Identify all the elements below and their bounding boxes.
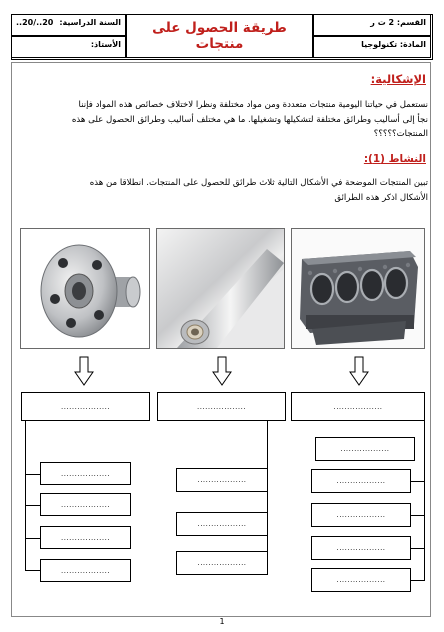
problem-text — [10, 98, 428, 142]
sub-box[interactable] — [176, 468, 268, 492]
sub-box[interactable] — [311, 536, 411, 560]
placeholder-text: .................. — [60, 566, 111, 575]
placeholder-text: .................. — [60, 402, 111, 411]
activity-title: النشاط (1): — [363, 153, 426, 165]
sub-box[interactable] — [40, 493, 131, 516]
connector-line — [424, 421, 425, 581]
sub-box[interactable] — [315, 437, 415, 461]
answer-box-right[interactable] — [291, 392, 425, 421]
flange-image — [20, 228, 150, 349]
teacher-label: الأستاذ: — [90, 40, 121, 49]
year-value: ..20/..20 — [16, 18, 54, 27]
connector-line — [267, 421, 268, 563]
answer-box-left[interactable] — [21, 392, 150, 421]
subject-label: المادة: تكنولوجيا — [361, 40, 426, 49]
sub-box[interactable] — [311, 469, 411, 493]
class-label: القسم: 2 ت ر — [370, 18, 426, 27]
sub-box[interactable] — [176, 512, 268, 536]
problem-title: الإشكالية: — [370, 72, 426, 86]
placeholder-text: .................. — [197, 520, 247, 528]
down-arrow-icon — [349, 356, 369, 386]
connector-line — [410, 580, 424, 581]
problem-line-1: نستعمل في حياتنا اليومية منتجات متعددة ومن مواد مختلفة ونظرا لاختلاف خصائص هذه المواد فإننا — [78, 100, 428, 110]
placeholder-text: .................. — [333, 402, 383, 411]
placeholder-text: .................. — [336, 576, 386, 584]
down-arrow-icon — [74, 356, 94, 386]
sub-box[interactable] — [40, 526, 131, 549]
placeholder-text: .................. — [60, 533, 111, 542]
subject-cell — [313, 36, 431, 58]
sub-box[interactable] — [311, 568, 411, 592]
page-title: طريقة الحصول على منتجات — [152, 20, 287, 52]
connector-line — [410, 515, 424, 516]
placeholder-text: .................. — [60, 500, 111, 509]
connector-line — [25, 474, 40, 475]
year-cell — [11, 14, 126, 36]
title-cell — [126, 14, 313, 58]
sub-box[interactable] — [311, 503, 411, 527]
sub-box[interactable] — [40, 559, 131, 582]
connector-line — [410, 548, 424, 549]
placeholder-text: .................. — [197, 476, 247, 484]
connector-line — [25, 421, 26, 571]
problem-line-3: المنتجات؟؟؟؟؟ — [373, 129, 428, 140]
connector-line — [25, 505, 40, 506]
activity-line-2: الأشكال اذكر هذه الطرائق — [334, 193, 428, 203]
connector-line — [25, 538, 40, 539]
placeholder-text: .................. — [197, 559, 247, 567]
problem-line-2: نجأ إلى أساليب وطرائق مختلفة لتشكيلها وتشغيلها. ما هي مختلف أساليب وطرائق الحصول على هذه — [71, 114, 428, 125]
down-arrow-icon — [212, 356, 232, 386]
placeholder-text: .................. — [336, 477, 386, 485]
activity-line-1: تبين المنتجات الموضحة في الأشكال التالية ثلاث طرائق للحصول على المنتجات. انطلاقا من هذه — [89, 178, 428, 188]
foil-roll-image — [156, 228, 285, 349]
placeholder-text: .................. — [60, 469, 111, 478]
year-label: السنة الدراسية: — [59, 18, 121, 27]
teacher-cell — [11, 36, 126, 58]
placeholder-text: .................. — [336, 511, 386, 519]
answer-box-middle[interactable] — [157, 392, 286, 421]
placeholder-text: .................. — [340, 445, 390, 453]
engine-block-image — [291, 228, 425, 349]
class-cell — [313, 14, 431, 36]
connector-line — [410, 481, 424, 482]
sub-box[interactable] — [40, 462, 131, 485]
placeholder-text: .................. — [336, 544, 386, 552]
placeholder-text: .................. — [196, 402, 247, 411]
sub-box[interactable] — [176, 551, 268, 575]
connector-line — [25, 570, 40, 571]
page-number: 1 — [219, 617, 225, 626]
activity-text — [10, 176, 428, 206]
